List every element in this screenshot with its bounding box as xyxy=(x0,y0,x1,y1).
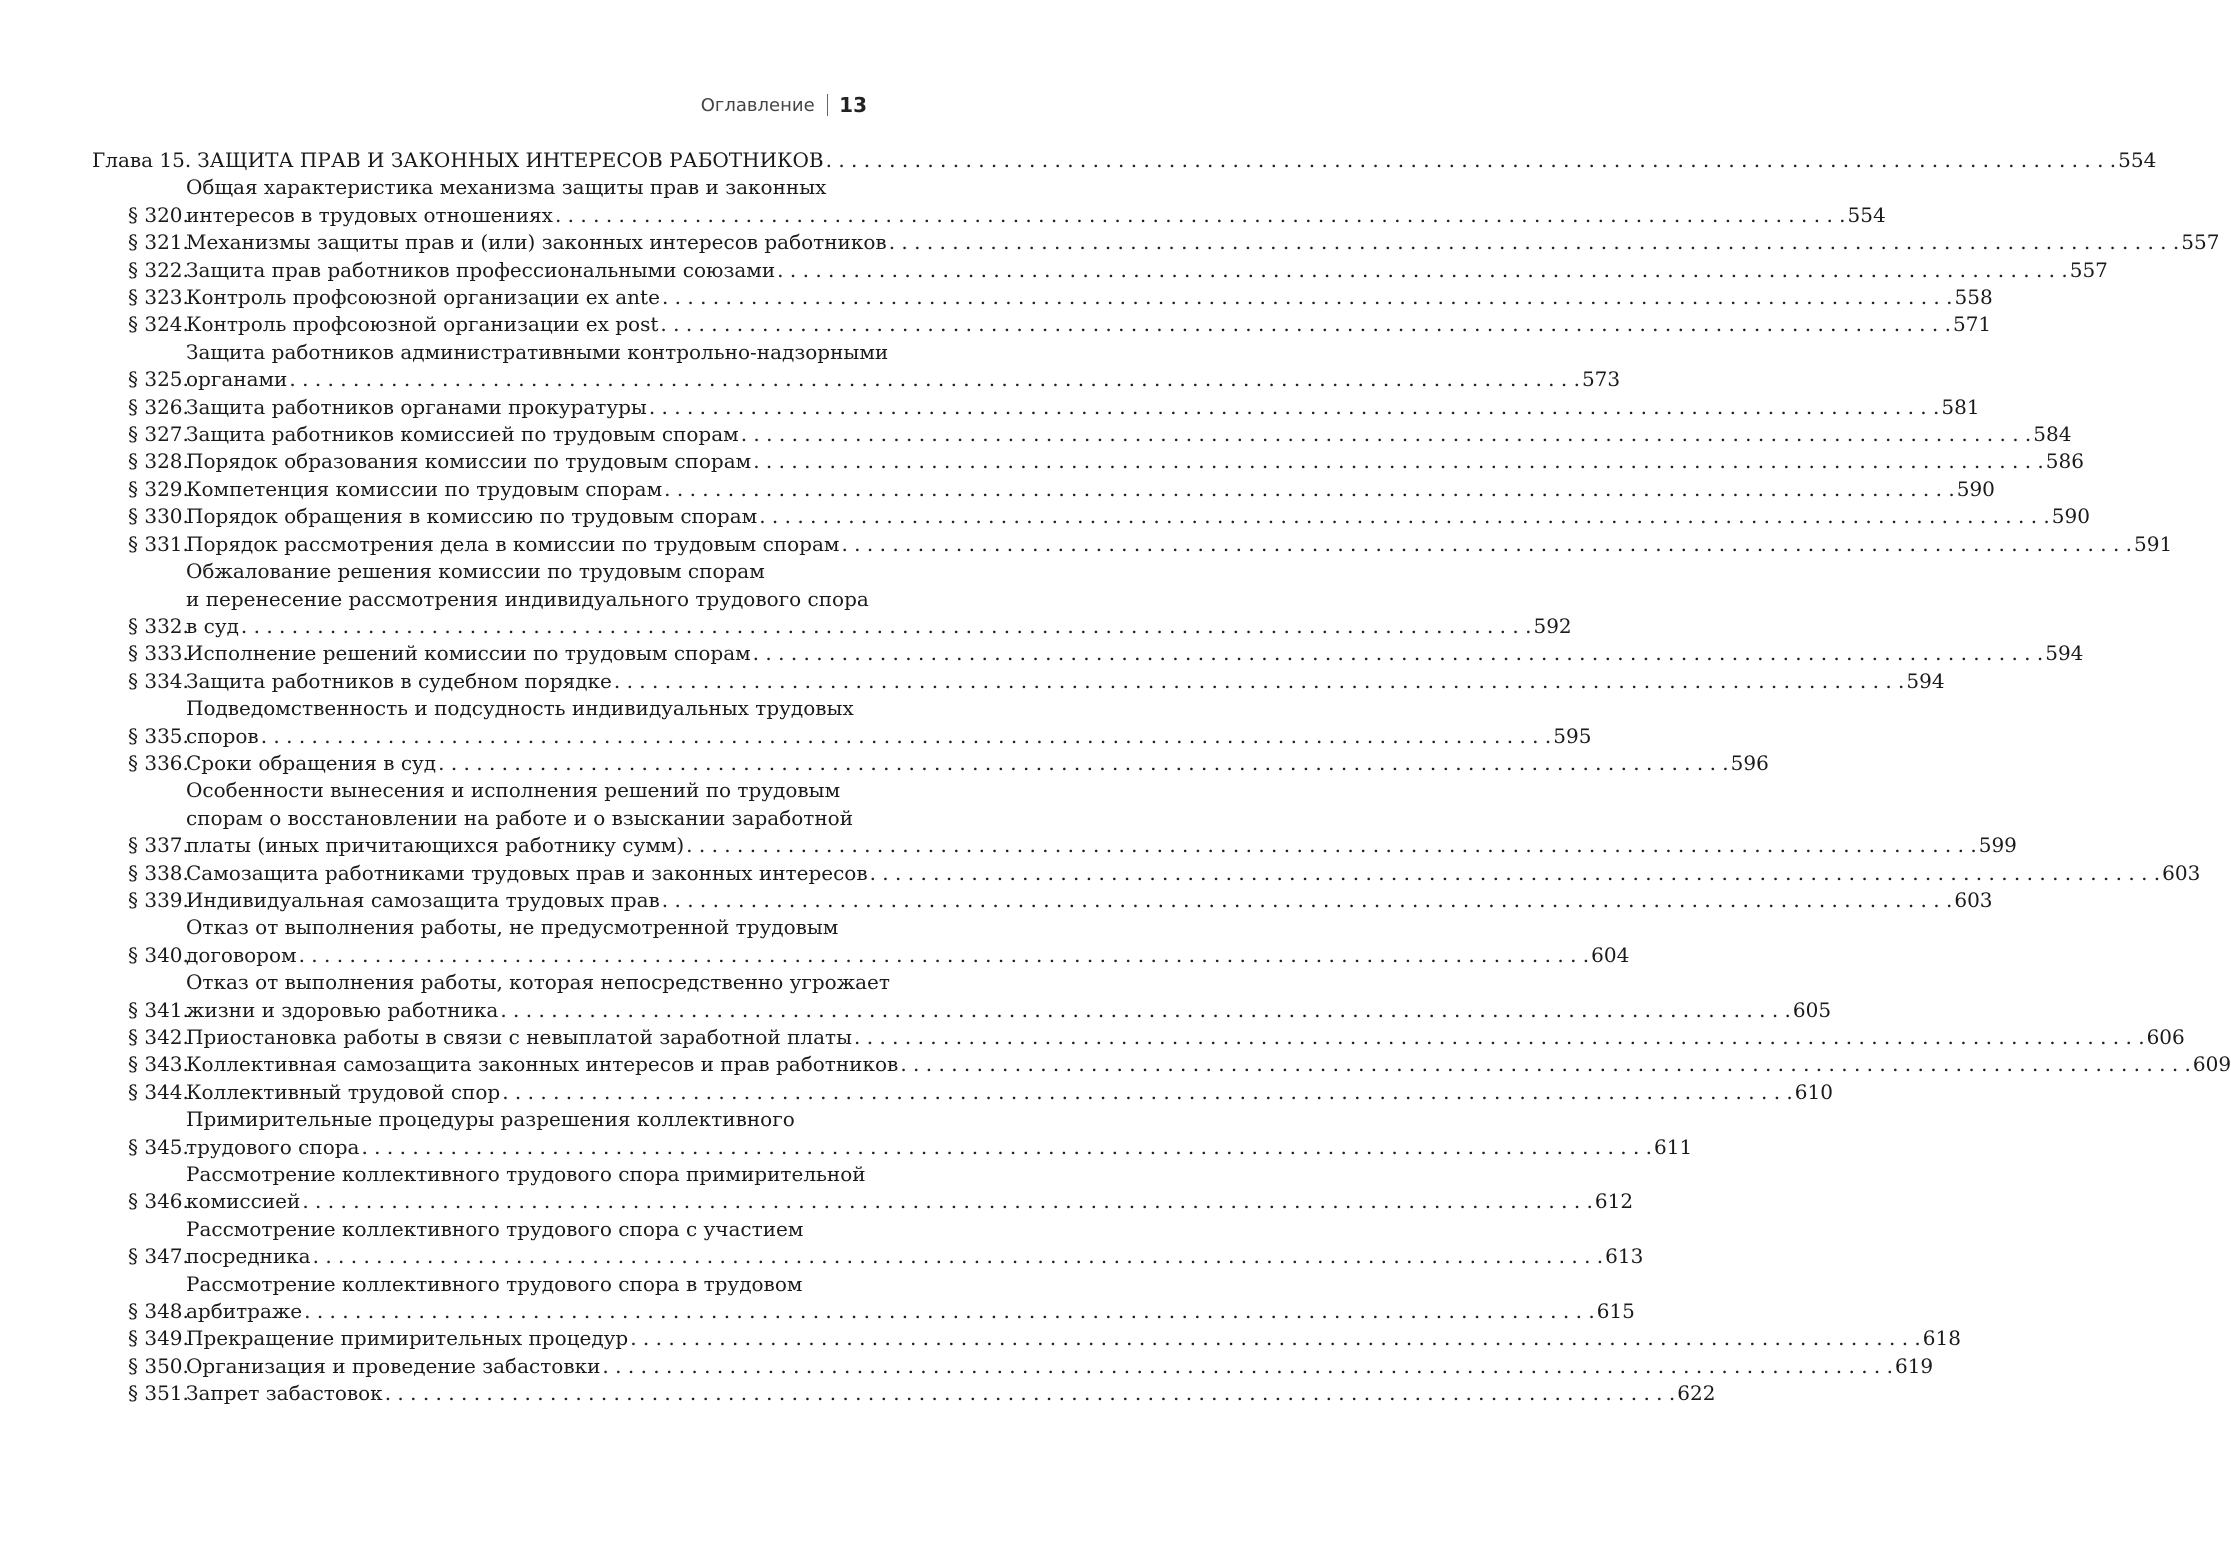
toc-entry-title-line: Защита работников органами прокуратуры xyxy=(186,394,647,419)
toc-entry-page: 558 xyxy=(1954,285,1993,310)
toc-entry-page: 571 xyxy=(1952,312,1992,337)
toc-section-entry xyxy=(92,640,2084,667)
header-divider xyxy=(827,94,829,116)
toc-leader-dots xyxy=(660,311,1951,338)
toc-entry-page: 554 xyxy=(1847,202,1886,227)
toc-entry-title xyxy=(186,174,1886,229)
toc-leader-dots xyxy=(630,1325,1921,1352)
toc-entry-title xyxy=(186,668,1945,695)
running-header xyxy=(701,93,867,117)
toc-leader-dots xyxy=(870,860,2161,887)
toc-entry-title-line: Организация и проведение забастовки xyxy=(186,1353,601,1378)
toc-entry-title xyxy=(186,969,1831,1024)
toc-entry-title-line: Подведомственность и подсудность индивидуальных трудовых xyxy=(186,696,854,721)
toc-entry-number: § 329. xyxy=(128,476,189,501)
toc-leader-dots xyxy=(299,942,1590,969)
toc-entry-title-line: Исполнение решений комиссии по трудовым спорам xyxy=(186,641,751,666)
toc-entry-number: § 331. xyxy=(128,531,189,556)
toc-entry-number: § 324. xyxy=(128,312,189,337)
toc-entry-page: 603 xyxy=(2162,860,2201,885)
toc-entry-title-line: Индивидуальная самозащита трудовых прав xyxy=(186,887,660,912)
toc-entry-title-line: Защита работников комиссией по трудовым спорам xyxy=(186,422,739,447)
toc-entry-number: § 326. xyxy=(128,394,189,419)
toc-section-entry xyxy=(92,668,1945,695)
toc-section-entry xyxy=(92,1051,2231,1078)
toc-entry-number: § 345. xyxy=(128,1134,189,1159)
toc-entry-title-line: Самозащита работниками трудовых прав и законных интересов xyxy=(186,860,868,885)
toc-entry-title-line: Коллективный трудовой спор xyxy=(186,1079,501,1104)
toc-entry-title xyxy=(197,147,2156,174)
toc-leader-dots xyxy=(438,750,1729,777)
toc-entry-title-line: Общая характеристика механизма защиты прав и законных xyxy=(186,175,827,200)
toc-leader-dots xyxy=(361,1134,1652,1161)
toc-leader-dots xyxy=(753,448,2044,475)
toc-entry-number: § 330. xyxy=(128,504,189,529)
toc-entry-title xyxy=(186,503,2090,530)
toc-leader-dots xyxy=(889,229,2180,256)
toc-leader-dots xyxy=(502,1079,1793,1106)
toc-entry-title xyxy=(186,229,2219,256)
toc-entry-title xyxy=(186,1106,1692,1161)
toc-leader-dots xyxy=(664,476,1955,503)
toc-entry-title xyxy=(186,311,1991,338)
toc-entry-title xyxy=(186,394,1980,421)
toc-entry-number: § 337. xyxy=(128,833,189,858)
toc-leader-dots xyxy=(261,723,1552,750)
toc-entry-title xyxy=(186,284,1993,311)
toc-leader-dots xyxy=(555,202,1846,229)
toc-entry-number: § 346. xyxy=(128,1189,189,1214)
toc-section-entry xyxy=(92,860,2201,887)
toc-entry-title-line: Контроль профсоюзной организации ex post xyxy=(186,312,659,337)
toc-entry-page: 591 xyxy=(2134,531,2173,556)
toc-entry-page: 586 xyxy=(2045,449,2084,474)
toc-entry-page: 612 xyxy=(1594,1189,1634,1214)
toc-entry-title-line: Особенности вынесения и исполнения решений по трудовым xyxy=(186,778,841,803)
toc-entry-title-line: и перенесение рассмотрения индивидуального трудового спора xyxy=(186,586,869,611)
toc-entry-title xyxy=(186,1380,1715,1407)
toc-section-entry xyxy=(92,1079,1833,1106)
toc-entry-page: 611 xyxy=(1654,1134,1693,1159)
toc-entry-number: § 336. xyxy=(128,750,189,775)
toc-leader-dots xyxy=(313,1243,1604,1270)
toc-entry-page: 609 xyxy=(2192,1052,2231,1077)
toc-entry-title-line: Прекращение примирительных процедур xyxy=(186,1326,629,1351)
toc-entry-title-line: посредника xyxy=(186,1244,311,1269)
toc-entry-title-line: Порядок образования комиссии по трудовым спорам xyxy=(186,449,752,474)
toc-entry-number: § 340. xyxy=(128,942,189,967)
toc-entry-title-line: Защита работников административными контрольно-надзорными xyxy=(186,339,889,364)
toc-leader-dots xyxy=(662,887,1953,914)
toc-entry-title xyxy=(186,421,2071,448)
toc-section-entry xyxy=(92,284,1993,311)
toc-entry-page: 594 xyxy=(1906,668,1945,693)
toc-section-entry xyxy=(92,1325,1961,1352)
toc-entry-title-line: Приостановка работы в связи с невыплатой заработной платы xyxy=(186,1025,853,1049)
toc-entry-number: § 339. xyxy=(128,887,189,912)
toc-leader-dots xyxy=(602,1353,1893,1380)
toc-section-entry xyxy=(92,229,2220,256)
toc-section-entry xyxy=(92,914,1630,969)
toc-section-entry xyxy=(92,1216,1644,1271)
toc-leader-dots xyxy=(753,640,2044,667)
toc-entry-title xyxy=(186,1161,1633,1216)
toc-entry-title-line: Компетенция комиссии по трудовым спорам xyxy=(186,476,663,501)
toc-entry-page: 592 xyxy=(1533,613,1572,638)
toc-leader-dots xyxy=(241,613,1532,640)
toc-entry-title-line: Механизмы защиты прав и (или) законных интересов работников xyxy=(186,230,887,255)
toc-entry-number: § 322. xyxy=(128,257,189,282)
toc-entry-title xyxy=(186,531,2172,558)
toc-section-entry xyxy=(92,1271,1635,1326)
toc-chapter-entry xyxy=(92,147,2157,174)
toc-entry-number: § 350. xyxy=(128,1353,189,1378)
toc-entry-title-line: трудового спора xyxy=(186,1134,360,1159)
toc-entry-page: 613 xyxy=(1605,1244,1644,1269)
toc-section-entry xyxy=(92,695,1592,750)
toc-entry-title xyxy=(186,777,2017,859)
toc-entry-title xyxy=(186,1216,1643,1271)
toc-entry-title-line: Порядок обращения в комиссию по трудовым спорам xyxy=(186,504,758,529)
toc-entry-title-line: договором xyxy=(186,942,297,967)
toc-entry-title xyxy=(186,887,1993,914)
toc-leader-dots xyxy=(777,257,2068,284)
toc-leader-dots xyxy=(500,997,1791,1024)
header-page-number: 13 xyxy=(839,93,867,117)
toc-entry-number: § 347. xyxy=(128,1244,189,1269)
toc-section-entry xyxy=(92,421,2072,448)
toc-entry-number: § 327. xyxy=(128,422,189,447)
toc-entry-title-line: платы (иных причитающихся работнику сумм) xyxy=(186,833,685,858)
toc-leader-dots xyxy=(826,147,2117,174)
toc-section-entry xyxy=(92,887,1993,914)
toc-entry-number: § 343. xyxy=(128,1052,189,1077)
toc-entry-page: 557 xyxy=(2069,257,2108,282)
toc-section-entry xyxy=(92,1024,2185,1051)
toc-entry-page: 610 xyxy=(1794,1079,1833,1104)
toc-entry-title-line: жизни и здоровью работника xyxy=(186,997,499,1022)
toc-entry-page: 618 xyxy=(1922,1326,1961,1351)
toc-entry-number: § 328. xyxy=(128,449,189,474)
toc-entry-title xyxy=(186,640,2083,667)
toc-entry-title-line: Рассмотрение коллективного трудового спора в трудовом xyxy=(186,1271,803,1296)
toc-entry-title xyxy=(186,1051,2231,1078)
toc-section-entry xyxy=(92,174,1886,229)
toc-entry-number: § 334. xyxy=(128,668,189,693)
toc-entry-title xyxy=(186,558,1572,640)
toc-entry-title-line: Отказ от выполнения работы, не предусмотренной трудовым xyxy=(186,915,839,940)
toc-entry-page: 604 xyxy=(1591,942,1630,967)
toc-entry-page: 615 xyxy=(1596,1299,1635,1324)
toc-entry-title xyxy=(186,1353,1933,1380)
toc-entry-title-line: ЗАЩИТА ПРАВ И ЗАКОННЫХ ИНТЕРЕСОВ РАБОТНИКОВ xyxy=(197,148,824,172)
toc-leader-dots xyxy=(302,1188,1593,1215)
toc-leader-dots xyxy=(289,366,1580,393)
toc-section-entry xyxy=(92,1380,1716,1407)
toc-entry-title-line: Защита прав работников профессиональными союзами xyxy=(186,257,776,282)
toc-entry-title-line: Порядок рассмотрения дела в комиссии по трудовым спорам xyxy=(186,531,840,556)
toc-leader-dots xyxy=(900,1051,2191,1078)
toc-entry-number: § 325. xyxy=(128,367,189,392)
toc-entry-number: § 335. xyxy=(128,723,189,748)
toc-leader-dots xyxy=(854,1024,2145,1051)
toc-entry-title-line: споров xyxy=(186,723,259,748)
toc-entry-title-line: спорам о восстановлении на работе и о взыскании заработной xyxy=(186,805,854,830)
toc-section-entry xyxy=(92,777,2017,859)
toc-entry-title-line: Защита работников в судебном порядке xyxy=(186,668,612,693)
toc-leader-dots xyxy=(841,531,2132,558)
table-of-contents xyxy=(92,147,2231,1408)
toc-entry-page: 581 xyxy=(1941,394,1980,419)
toc-leader-dots xyxy=(304,1298,1595,1325)
toc-section-entry xyxy=(92,1353,1934,1380)
toc-entry-title-line: в суд xyxy=(186,613,239,638)
header-title: Оглавление xyxy=(700,94,815,116)
toc-leader-dots xyxy=(614,668,1905,695)
toc-entry-title-line: Рассмотрение коллективного трудового спора примирительной xyxy=(186,1162,866,1187)
toc-leader-dots xyxy=(385,1380,1676,1407)
toc-section-entry xyxy=(92,503,2090,530)
toc-entry-title-line: Запрет забастовок xyxy=(186,1381,383,1406)
toc-entry-page: 603 xyxy=(1954,887,1993,912)
toc-entry-page: 590 xyxy=(1956,476,1995,501)
toc-entry-page: 595 xyxy=(1553,723,1592,748)
toc-leader-dots xyxy=(686,832,1977,859)
toc-entry-title xyxy=(186,1271,1635,1326)
toc-entry-page: 606 xyxy=(2146,1025,2185,1049)
toc-section-entry xyxy=(92,257,2108,284)
toc-entry-page: 554 xyxy=(2118,148,2157,172)
toc-entry-title xyxy=(186,1079,1833,1106)
toc-entry-number: § 333. xyxy=(128,641,189,666)
toc-leader-dots xyxy=(662,284,1953,311)
toc-entry-title xyxy=(186,914,1629,969)
toc-entry-page: 557 xyxy=(2181,230,2220,255)
toc-entry-title xyxy=(186,1325,1961,1352)
toc-entry-title xyxy=(186,339,1620,394)
toc-entry-number: § 321. xyxy=(128,230,189,255)
toc-entry-title-line: арбитраже xyxy=(186,1299,303,1324)
toc-section-entry xyxy=(92,339,1621,394)
toc-section-entry xyxy=(92,558,1572,640)
toc-entry-page: 596 xyxy=(1730,750,1769,775)
toc-section-entry xyxy=(92,311,1992,338)
toc-section-entry xyxy=(92,750,1769,777)
toc-entry-title xyxy=(186,257,2108,284)
toc-entry-title-line: Рассмотрение коллективного трудового спора с участием xyxy=(186,1216,804,1241)
toc-entry-title xyxy=(186,476,1995,503)
toc-section-entry xyxy=(92,1161,1634,1216)
toc-entry-number: § 320. xyxy=(128,202,189,227)
toc-section-entry xyxy=(92,531,2173,558)
toc-entry-page: 573 xyxy=(1581,367,1621,392)
toc-entry-title-line: Отказ от выполнения работы, которая непосредственно угрожает xyxy=(186,970,890,995)
toc-entry-page: 605 xyxy=(1792,997,1832,1022)
toc-entry-title-line: Сроки обращения в суд xyxy=(186,750,437,775)
toc-entry-page: 622 xyxy=(1677,1381,1716,1406)
toc-entry-title xyxy=(186,860,2200,887)
toc-entry-number: § 338. xyxy=(128,860,189,885)
toc-entry-number: § 332. xyxy=(128,613,189,638)
toc-entry-number: § 344. xyxy=(128,1079,189,1104)
toc-entry-title xyxy=(186,750,1769,777)
toc-entry-number: Глава 15. xyxy=(92,148,192,172)
toc-entry-title xyxy=(186,448,2084,475)
toc-entry-title-line: интересов в трудовых отношениях xyxy=(186,202,553,227)
toc-entry-title-line: Коллективная самозащита законных интересов и прав работников xyxy=(186,1052,899,1077)
toc-section-entry xyxy=(92,448,2084,475)
toc-leader-dots xyxy=(649,394,1940,421)
toc-entry-page: 590 xyxy=(2051,504,2090,529)
toc-entry-title-line: комиссией xyxy=(186,1189,301,1214)
toc-entry-title-line: Контроль профсоюзной организации ex ante xyxy=(186,285,660,310)
toc-entry-title-line: Примирительные процедуры разрешения коллективного xyxy=(186,1107,795,1132)
toc-entry-title-line: органами xyxy=(186,367,288,392)
toc-entry-title-line: Обжалование решения комиссии по трудовым спорам xyxy=(186,559,765,584)
toc-leader-dots xyxy=(759,503,2050,530)
toc-section-entry xyxy=(92,1106,1693,1161)
toc-entry-number: § 351. xyxy=(128,1381,189,1406)
toc-section-entry xyxy=(92,969,1832,1024)
toc-entry-number: § 342. xyxy=(128,1025,189,1049)
toc-section-entry xyxy=(92,476,1995,503)
toc-section-entry xyxy=(92,394,1980,421)
toc-entry-title xyxy=(186,1024,2185,1051)
toc-entry-page: 594 xyxy=(2045,641,2084,666)
toc-leader-dots xyxy=(741,421,2032,448)
toc-entry-page: 584 xyxy=(2033,422,2072,447)
toc-entry-title xyxy=(186,695,1591,750)
toc-entry-number: § 348. xyxy=(128,1299,189,1324)
toc-entry-page: 599 xyxy=(1978,833,2017,858)
toc-entry-number: § 323. xyxy=(128,285,189,310)
toc-entry-page: 619 xyxy=(1894,1353,1934,1378)
toc-entry-number: § 341. xyxy=(128,997,189,1022)
toc-entry-number: § 349. xyxy=(128,1326,189,1351)
